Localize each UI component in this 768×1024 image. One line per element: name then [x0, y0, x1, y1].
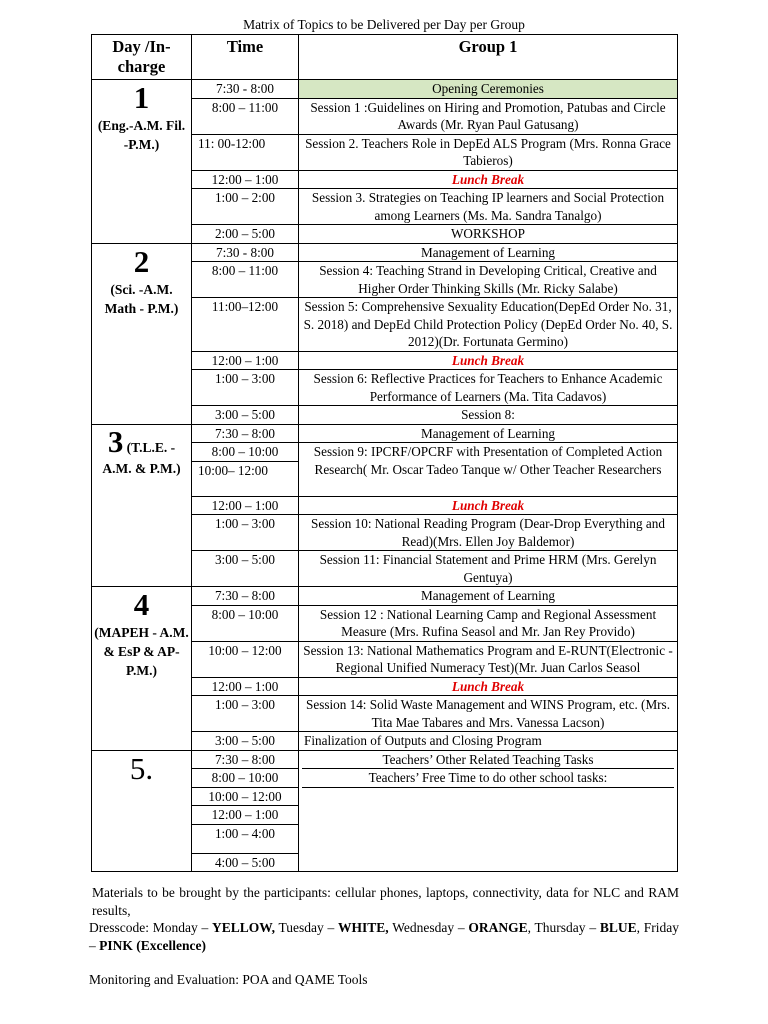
time-cell: 3:00 – 5:00 — [192, 551, 299, 587]
table-row — [92, 80, 678, 99]
time-cell: 8:00 – 11:00 — [192, 98, 299, 134]
time-cell: 7:30 – 8:00 — [192, 587, 299, 606]
topic-cell: Management of Learning — [299, 587, 678, 606]
day5-tasks-cell — [299, 750, 678, 872]
topic-cell: WORKSHOP — [299, 225, 678, 244]
topics-matrix-table — [91, 34, 678, 872]
time-cell: 8:00 – 11:00 — [192, 262, 299, 298]
table-row — [92, 750, 678, 769]
time-cell: 3:00 – 5:00 — [192, 406, 299, 425]
time-cell: 12:00 – 1:00 — [192, 170, 299, 189]
day-incharge: (Eng.-A.M. Fil. -P.M.) — [97, 118, 186, 152]
dresscode-monday: YELLOW, — [212, 920, 275, 935]
topic-cell: Session 6: Reflective Practices for Teachers to Enhance Academic Performance of Learners (Ma. Tita Cadavos) — [299, 370, 678, 406]
time-cell: 11:00–12:00 — [192, 298, 299, 352]
dresscode-thursday-label: , Thursday – — [527, 920, 600, 935]
time-cell: 1:00 – 2:00 — [192, 189, 299, 225]
dresscode-wednesday-label: Wednesday – — [388, 920, 469, 935]
time-cell: 7:30 - 8:00 — [192, 243, 299, 262]
day-cell-4 — [92, 587, 192, 751]
table-row — [92, 424, 678, 443]
topic-cell: Session 12 : National Learning Camp and Regional Assessment Measure (Mrs. Rufina Seasol and Mr. Jan Rey Provido) — [299, 605, 678, 641]
dresscode-wednesday: ORANGE — [468, 920, 528, 935]
day-incharge: (Sci. -A.M. Math - P.M.) — [104, 281, 179, 316]
topic-cell: Session 3. Strategies on Teaching IP learners and Social Protection among Learners (Ms. Ma. Sandra Tanalgo) — [299, 189, 678, 225]
time-cell: 3:00 – 5:00 — [192, 732, 299, 751]
topic-cell: Management of Learning — [299, 424, 678, 443]
time-cell: 10:00– 12:00 — [192, 461, 299, 496]
notes-section — [89, 884, 679, 989]
day-number: 3 — [107, 423, 124, 459]
day-cell-3 — [92, 424, 192, 587]
dresscode-note — [89, 919, 679, 954]
header-row — [92, 35, 678, 80]
day-cell-2 — [92, 243, 192, 424]
topic-cell: Session 1 :Guidelines on Hiring and Promotion, Patubas and Circle Awards (Mr. Ryan Paul Gatusang) — [299, 98, 678, 134]
time-cell: 7:30 - 8:00 — [192, 80, 299, 99]
dresscode-friday: PINK (Excellence) — [99, 937, 206, 953]
topic-cell: Session 2. Teachers Role in DepEd ALS Program (Mrs. Ronna Grace Tabieros) — [299, 134, 678, 170]
topic-cell: Session 14: Solid Waste Management and WINS Program, etc. (Mrs. Tita Mae Tabares and Mrs. Vanessa Lacson) — [299, 696, 678, 732]
day-incharge: (MAPEH - A.M. & EsP & AP-P.M.) — [94, 625, 189, 678]
time-cell: 12:00 – 1:00 — [192, 677, 299, 696]
topic-cell: Session 5: Comprehensive Sexuality Education(DepEd Order No. 31, S. 2018) and DepEd Child Protection Policy (DepEd Order No. 40, S. 2012)(Dr. Fortunata Germino) — [299, 298, 678, 352]
dresscode-tuesday-label: Tuesday – — [274, 920, 339, 935]
time-cell: 8:00 – 10:00 — [192, 769, 299, 788]
dresscode-friday-label: , Friday – — [89, 920, 680, 953]
table-row — [92, 243, 678, 262]
lunch-break-cell: Lunch Break — [299, 170, 678, 189]
time-cell: 8:00 – 10:00 — [192, 443, 299, 462]
time-cell: 1:00 – 3:00 — [192, 515, 299, 551]
dresscode-tuesday: WHITE, — [338, 920, 389, 935]
time-cell: 4:00 – 5:00 — [192, 853, 299, 872]
header-time: Time — [192, 35, 299, 80]
lunch-break-cell: Lunch Break — [299, 677, 678, 696]
dresscode-thursday: BLUE — [599, 920, 637, 935]
day-incharge: (T.L.E. - A.M. & P.M.) — [102, 439, 181, 476]
table-row — [92, 587, 678, 606]
monitoring-note: Monitoring and Evaluation: POA and QAME Tools — [89, 972, 368, 987]
time-cell: 12:00 – 1:00 — [192, 496, 299, 515]
free-time-line: Teachers’ Free Time to do other school tasks: — [302, 769, 674, 788]
day-number: 2 — [133, 243, 150, 279]
header-group: Group 1 — [299, 35, 678, 80]
topic-cell: Session 11: Financial Statement and Prime HRM (Mrs. Gerelyn Gentuya) — [299, 551, 678, 587]
lunch-break-cell: Lunch Break — [299, 496, 678, 515]
topic-cell: Session 10: National Reading Program (Dear-Drop Everything and Read)(Mrs. Ellen Joy Baldemor) — [299, 515, 678, 551]
topic-cell-opening: Opening Ceremonies — [299, 80, 678, 99]
time-cell: 1:00 – 4:00 — [192, 824, 299, 853]
topic-cell: Session 9: IPCRF/OPCRF with Presentation of Completed Action Research( Mr. Oscar Tadeo Tanque w/ Other Teacher Researchers — [299, 443, 678, 497]
day-number: 5. — [129, 750, 154, 786]
day-number: 1 — [133, 80, 150, 115]
time-cell: 8:00 – 10:00 — [192, 605, 299, 641]
time-cell: 2:00 – 5:00 — [192, 225, 299, 244]
materials-note: Materials to be brought by the participants: cellular phones, laptops, connectivity, data for NLC and RAM results, — [92, 885, 679, 918]
other-tasks-line: Teachers’ Other Related Teaching Tasks — [302, 751, 674, 770]
time-cell: 12:00 – 1:00 — [192, 351, 299, 370]
time-cell: 7:30 – 8:00 — [192, 424, 299, 443]
dresscode-label: Dresscode: Monday – — [89, 920, 213, 935]
time-cell: 1:00 – 3:00 — [192, 370, 299, 406]
day-number: 4 — [133, 587, 150, 622]
time-cell: 10:00 – 12:00 — [192, 787, 299, 806]
time-cell: 11: 00-12:00 — [192, 134, 299, 170]
topic-cell: Session 8: — [299, 406, 678, 425]
time-cell: 7:30 – 8:00 — [192, 750, 299, 769]
time-cell: 1:00 – 3:00 — [192, 696, 299, 732]
time-cell: 10:00 – 12:00 — [192, 641, 299, 677]
topic-cell: Session 4: Teaching Strand in Developing Critical, Creative and Higher Order Thinking Skills (Mr. Ricky Salabe) — [299, 262, 678, 298]
topic-cell: Finalization of Outputs and Closing Program — [299, 732, 678, 751]
document-title: Matrix of Topics to be Delivered per Day per Group — [243, 17, 525, 32]
lunch-break-cell: Lunch Break — [299, 351, 678, 370]
day-cell-5 — [92, 750, 192, 872]
time-cell: 12:00 – 1:00 — [192, 806, 299, 825]
header-day: Day /In-charge — [92, 35, 192, 80]
topic-cell: Session 13: National Mathematics Program and E-RUNT(Electronic -Regional Unified Numeracy Test)(Mr. Juan Carlos Seasol — [299, 641, 678, 677]
day-cell-1 — [92, 80, 192, 244]
topic-cell: Management of Learning — [299, 243, 678, 262]
